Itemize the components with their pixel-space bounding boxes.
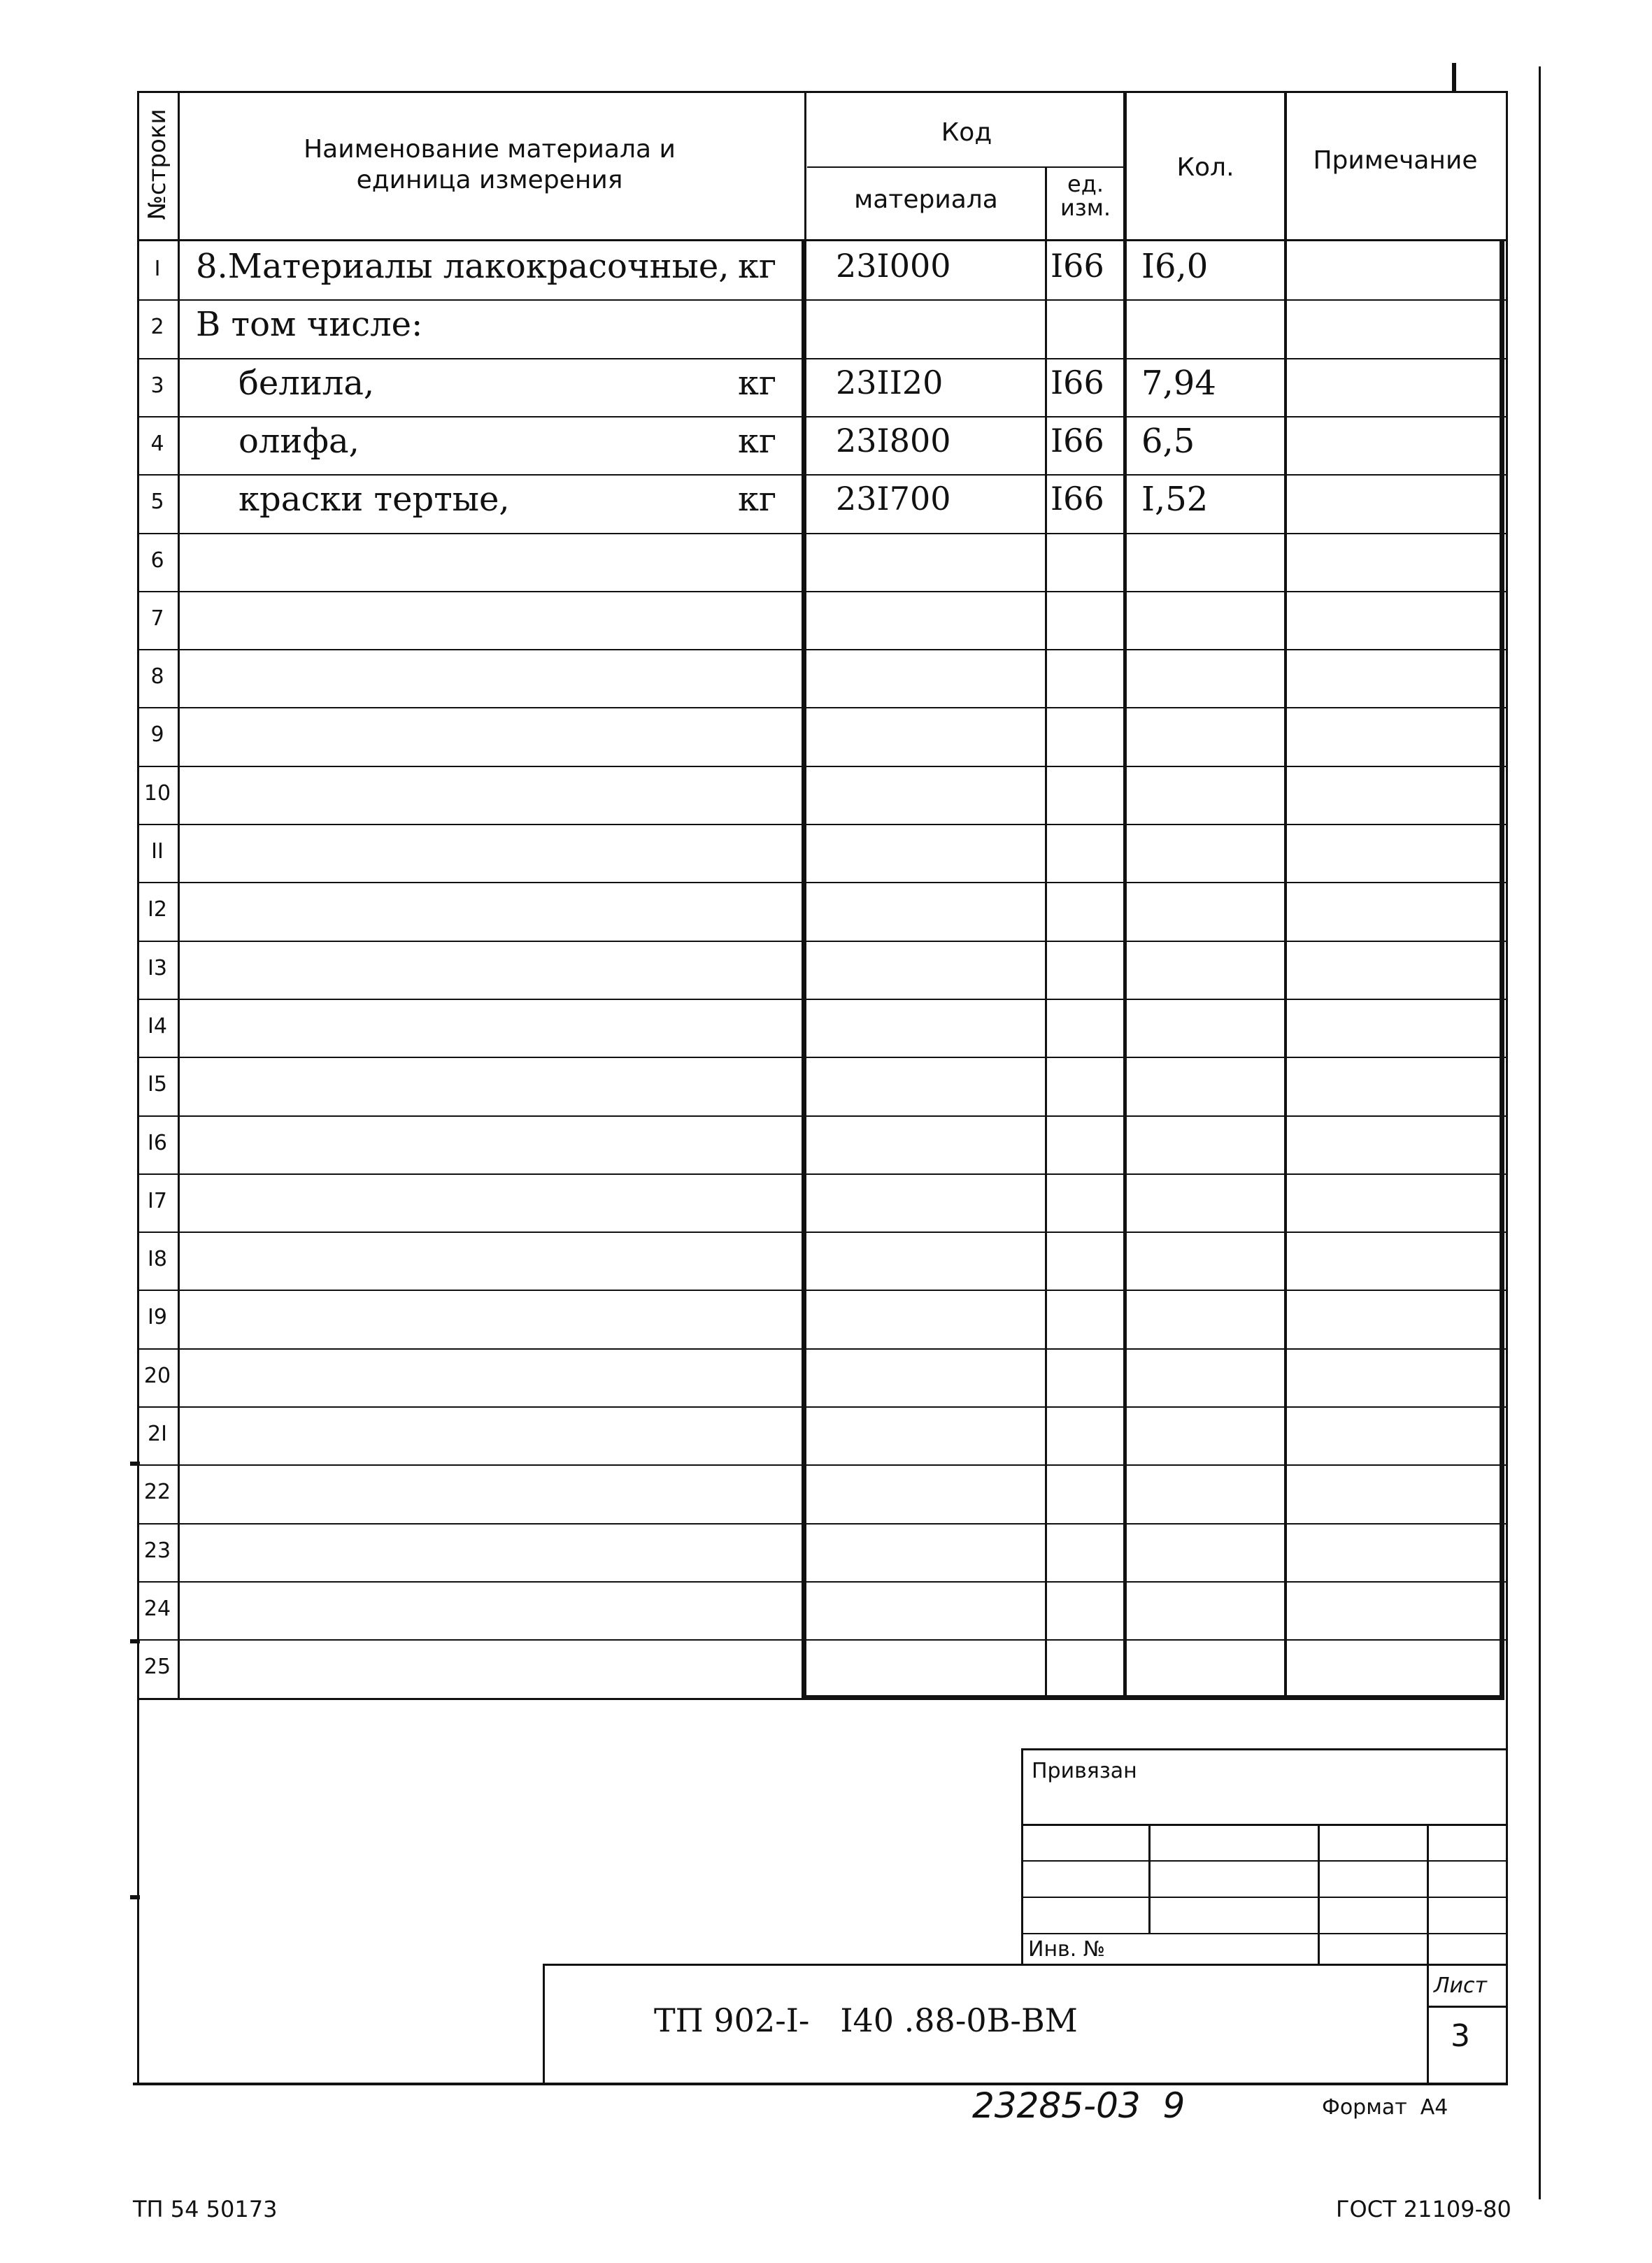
row-divider: [137, 591, 1507, 592]
row-divider: [137, 416, 1507, 417]
material-code: 23II20: [836, 364, 944, 401]
row-divider: [137, 999, 1507, 1000]
unit-code: I66: [1051, 247, 1104, 285]
row-number: 4: [150, 431, 164, 456]
row-number: 2: [150, 315, 164, 339]
row-divider: [137, 299, 1507, 301]
document-code: ТП 902-I- I40 .88-0В-ВМ: [654, 2001, 1078, 2039]
row-divider: [137, 358, 1507, 359]
row-divider: [137, 1406, 1507, 1408]
row-divider: [137, 1173, 1507, 1175]
sheet-number: 3: [1451, 2018, 1470, 2054]
row-number: I7: [148, 1189, 167, 1213]
row-divider: [137, 1115, 1507, 1117]
row-number: 3: [150, 373, 164, 398]
bound-label: Привязан: [1032, 1759, 1137, 1783]
quantity: 7,94: [1141, 364, 1216, 403]
row-divider: [137, 1057, 1507, 1058]
row-number: I6: [148, 1131, 167, 1155]
unit-code: I66: [1051, 364, 1104, 401]
row-divider: [137, 533, 1507, 534]
code-unit-header-line1: ед.: [1067, 171, 1104, 197]
margin-tick: [130, 1639, 140, 1643]
material-code: 23I000: [836, 247, 951, 285]
row-number: 10: [143, 781, 171, 806]
code-header: Код: [941, 118, 992, 147]
row-number-header: №строки: [143, 108, 171, 220]
row-divider: [137, 649, 1507, 650]
format-label: Формат А4: [1322, 2095, 1448, 2120]
quantity: 6,5: [1141, 422, 1195, 461]
material-name: краски тертые,: [196, 480, 510, 519]
row-number: 8: [150, 664, 164, 689]
row-divider: [137, 1290, 1507, 1291]
row-number: 25: [143, 1655, 171, 1679]
row-number: I3: [148, 956, 167, 980]
name-header-line1: Наименование материала и: [304, 135, 676, 164]
sheet-label: Лист: [1434, 1973, 1488, 1998]
row-divider: [137, 1232, 1507, 1233]
row-number: 22: [143, 1480, 171, 1504]
name-header: [203, 134, 776, 196]
material-unit: кг: [738, 364, 777, 403]
unit-code: I66: [1051, 480, 1104, 517]
code-unit-header-line2: изм.: [1060, 194, 1111, 221]
row-divider: [137, 766, 1507, 767]
material-unit: кг: [738, 480, 777, 519]
margin-tick: [130, 1462, 140, 1466]
row-divider: [137, 474, 1507, 476]
note-header: Примечание: [1313, 146, 1478, 175]
material-unit: кг: [738, 422, 777, 461]
row-number: 5: [150, 490, 164, 514]
row-number: 24: [143, 1597, 171, 1621]
row-divider: [137, 1348, 1507, 1350]
material-name: белила,: [196, 364, 375, 403]
row-divider: [137, 1523, 1507, 1525]
footer-standard: ГОСТ 21109-80: [1336, 2196, 1511, 2222]
row-number: I2: [148, 897, 167, 922]
row-divider: [137, 1639, 1507, 1641]
row-number: 2I: [148, 1422, 167, 1446]
row-number: I4: [148, 1014, 167, 1038]
material-name: В том числе:: [196, 305, 423, 344]
material-name: 8.Материалы лакокрасочные,: [196, 247, 729, 286]
handwritten-number: 23285-03 9: [972, 2085, 1185, 2126]
row-divider: [137, 941, 1507, 942]
row-number: I9: [148, 1305, 167, 1329]
margin-tick: [130, 1895, 140, 1899]
row-number: 20: [143, 1364, 171, 1388]
inventory-number-label: Инв. №: [1028, 1937, 1106, 1962]
row-number: 6: [150, 548, 164, 573]
qty-header: Кол.: [1176, 153, 1234, 182]
row-number: 23: [143, 1539, 171, 1563]
row-divider: [137, 1581, 1507, 1583]
row-number: I5: [148, 1072, 167, 1097]
row-divider: [137, 882, 1507, 883]
name-header-line2: единица измерения: [356, 166, 623, 194]
row-number: 9: [150, 722, 164, 747]
footer-left-code: ТП 54 50173: [133, 2196, 278, 2222]
material-code: 23I700: [836, 480, 951, 517]
row-number: II: [151, 839, 164, 864]
row-divider: [137, 1464, 1507, 1466]
row-divider: [137, 707, 1507, 708]
margin-tick: [1452, 63, 1456, 91]
quantity: I6,0: [1141, 247, 1209, 286]
unit-code: I66: [1051, 422, 1104, 459]
code-material-header: материала: [854, 185, 998, 214]
quantity: I,52: [1141, 480, 1209, 519]
code-unit-header: [1047, 172, 1124, 220]
material-code: 23I800: [836, 422, 951, 459]
material-unit: кг: [738, 247, 777, 286]
row-number: 7: [150, 606, 164, 631]
row-number: I8: [148, 1247, 167, 1271]
row-number: I: [154, 257, 161, 281]
material-name: олифа,: [196, 422, 359, 461]
row-divider: [137, 824, 1507, 825]
